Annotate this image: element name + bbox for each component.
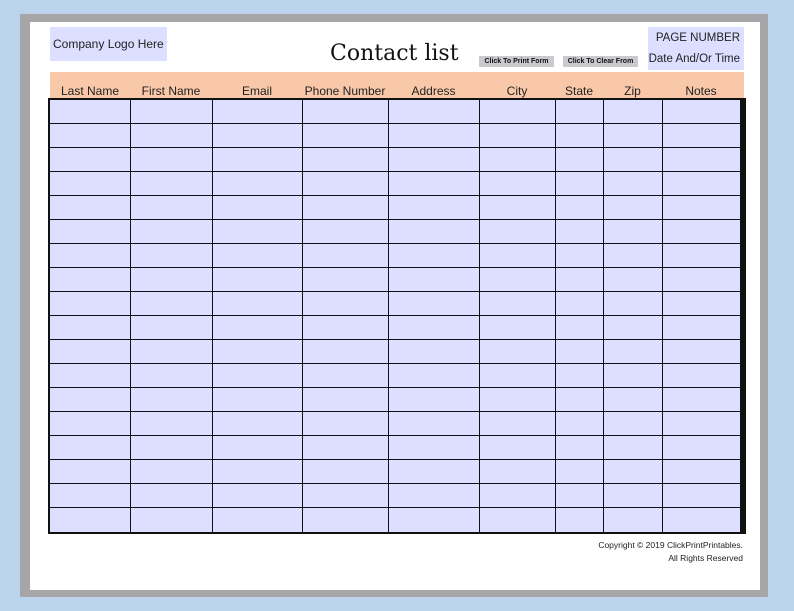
cell-zip[interactable] <box>604 268 662 291</box>
cell-address[interactable] <box>389 148 479 171</box>
cell-state[interactable] <box>556 484 603 507</box>
cell-phone-number[interactable] <box>303 508 388 532</box>
page-number-field[interactable]: PAGE NUMBER <box>655 32 740 44</box>
cell-state[interactable] <box>556 196 603 219</box>
cell-email[interactable] <box>213 292 302 315</box>
column-header-state: State <box>564 84 594 98</box>
cell-city[interactable] <box>480 172 555 195</box>
cell-notes[interactable] <box>663 484 740 507</box>
cell-state[interactable] <box>556 412 603 435</box>
cell-zip[interactable] <box>604 436 662 459</box>
cell-first-name[interactable] <box>131 148 212 171</box>
cell-city[interactable] <box>480 484 555 507</box>
rights-text: All Rights Reserved <box>668 553 743 563</box>
cell-zip[interactable] <box>604 508 662 532</box>
cell-email[interactable] <box>213 124 302 147</box>
date-time-field[interactable]: Date And/Or Time <box>648 53 740 65</box>
table-row <box>50 196 740 220</box>
cell-phone-number[interactable] <box>303 388 388 411</box>
cell-notes[interactable] <box>663 364 740 387</box>
cell-last-name[interactable] <box>50 292 130 315</box>
cell-email[interactable] <box>213 412 302 435</box>
cell-email[interactable] <box>213 148 302 171</box>
cell-email[interactable] <box>213 364 302 387</box>
cell-last-name[interactable] <box>50 196 130 219</box>
cell-notes[interactable] <box>663 244 740 267</box>
cell-first-name[interactable] <box>131 436 212 459</box>
cell-zip[interactable] <box>604 244 662 267</box>
cell-last-name[interactable] <box>50 172 130 195</box>
cell-zip[interactable] <box>604 100 662 123</box>
table-header <box>50 72 744 99</box>
table-row <box>50 124 740 148</box>
cell-first-name[interactable] <box>131 340 212 363</box>
cell-notes[interactable] <box>663 124 740 147</box>
cell-first-name[interactable] <box>131 220 212 243</box>
cell-last-name[interactable] <box>50 340 130 363</box>
cell-phone-number[interactable] <box>303 100 388 123</box>
cell-address[interactable] <box>389 220 479 243</box>
cell-notes[interactable] <box>663 460 740 483</box>
column-header-city: City <box>506 84 528 98</box>
cell-first-name[interactable] <box>131 508 212 532</box>
cell-address[interactable] <box>389 172 479 195</box>
cell-last-name[interactable] <box>50 364 130 387</box>
cell-city[interactable] <box>480 100 555 123</box>
contact-list-sheet <box>30 22 760 590</box>
table-row <box>50 484 740 508</box>
cell-phone-number[interactable] <box>303 292 388 315</box>
cell-first-name[interactable] <box>131 292 212 315</box>
cell-phone-number[interactable] <box>303 316 388 339</box>
cell-last-name[interactable] <box>50 268 130 291</box>
cell-zip[interactable] <box>604 460 662 483</box>
table-row <box>50 364 740 388</box>
cell-zip[interactable] <box>604 340 662 363</box>
company-logo-placeholder <box>50 27 167 61</box>
cell-state[interactable] <box>556 244 603 267</box>
table-row <box>50 508 740 532</box>
column-header-address: Address <box>411 84 456 98</box>
cell-state[interactable] <box>556 388 603 411</box>
cell-address[interactable] <box>389 244 479 267</box>
cell-first-name[interactable] <box>131 388 212 411</box>
cell-address[interactable] <box>389 460 479 483</box>
table-row <box>50 316 740 340</box>
cell-last-name[interactable] <box>50 436 130 459</box>
cell-notes[interactable] <box>663 148 740 171</box>
cell-email[interactable] <box>213 196 302 219</box>
cell-address[interactable] <box>389 364 479 387</box>
cell-city[interactable] <box>480 124 555 147</box>
cell-first-name[interactable] <box>131 484 212 507</box>
cell-last-name[interactable] <box>50 220 130 243</box>
cell-city[interactable] <box>480 292 555 315</box>
copyright-notice <box>598 539 743 565</box>
cell-address[interactable] <box>389 268 479 291</box>
cell-first-name[interactable] <box>131 196 212 219</box>
cell-address[interactable] <box>389 292 479 315</box>
cell-address[interactable] <box>389 436 479 459</box>
cell-notes[interactable] <box>663 196 740 219</box>
cell-phone-number[interactable] <box>303 172 388 195</box>
table-row <box>50 340 740 364</box>
page-info-box <box>648 27 744 70</box>
cell-phone-number[interactable] <box>303 436 388 459</box>
cell-city[interactable] <box>480 316 555 339</box>
cell-notes[interactable] <box>663 316 740 339</box>
cell-state[interactable] <box>556 364 603 387</box>
column-header-last-name: Last Name <box>60 84 120 98</box>
table-row <box>50 388 740 412</box>
cell-state[interactable] <box>556 508 603 532</box>
cell-city[interactable] <box>480 436 555 459</box>
cell-city[interactable] <box>480 220 555 243</box>
cell-notes[interactable] <box>663 340 740 363</box>
cell-last-name[interactable] <box>50 100 130 123</box>
table-row <box>50 412 740 436</box>
cell-email[interactable] <box>213 172 302 195</box>
cell-state[interactable] <box>556 172 603 195</box>
cell-address[interactable] <box>389 100 479 123</box>
cell-city[interactable] <box>480 364 555 387</box>
cell-city[interactable] <box>480 244 555 267</box>
cell-first-name[interactable] <box>131 100 212 123</box>
column-header-email: Email <box>241 84 272 98</box>
cell-state[interactable] <box>556 316 603 339</box>
cell-email[interactable] <box>213 388 302 411</box>
cell-last-name[interactable] <box>50 508 130 532</box>
cell-state[interactable] <box>556 268 603 291</box>
cell-address[interactable] <box>389 316 479 339</box>
cell-phone-number[interactable] <box>303 244 388 267</box>
clear-form-button[interactable]: Click To Clear From <box>563 56 638 67</box>
cell-address[interactable] <box>389 340 479 363</box>
cell-address[interactable] <box>389 484 479 507</box>
cell-email[interactable] <box>213 508 302 532</box>
page-title: Contact list <box>330 41 459 66</box>
company-logo-label: Company Logo Here <box>53 37 164 51</box>
table-row <box>50 148 740 172</box>
cell-phone-number[interactable] <box>303 148 388 171</box>
cell-first-name[interactable] <box>131 172 212 195</box>
cell-city[interactable] <box>480 460 555 483</box>
table-row <box>50 220 740 244</box>
column-header-notes: Notes <box>685 84 717 98</box>
cell-state[interactable] <box>556 220 603 243</box>
cell-email[interactable] <box>213 436 302 459</box>
cell-last-name[interactable] <box>50 388 130 411</box>
cell-zip[interactable] <box>604 196 662 219</box>
cell-city[interactable] <box>480 148 555 171</box>
cell-state[interactable] <box>556 340 603 363</box>
cell-notes[interactable] <box>663 172 740 195</box>
table-row <box>50 436 740 460</box>
cell-notes[interactable] <box>663 508 740 532</box>
cell-notes[interactable] <box>663 388 740 411</box>
cell-state[interactable] <box>556 148 603 171</box>
cell-last-name[interactable] <box>50 244 130 267</box>
cell-last-name[interactable] <box>50 460 130 483</box>
table-row <box>50 292 740 316</box>
cell-phone-number[interactable] <box>303 460 388 483</box>
cell-notes[interactable] <box>663 292 740 315</box>
cell-phone-number[interactable] <box>303 484 388 507</box>
cell-state[interactable] <box>556 292 603 315</box>
cell-address[interactable] <box>389 388 479 411</box>
cell-state[interactable] <box>556 124 603 147</box>
cell-last-name[interactable] <box>50 412 130 435</box>
cell-first-name[interactable] <box>131 412 212 435</box>
cell-first-name[interactable] <box>131 460 212 483</box>
cell-city[interactable] <box>480 388 555 411</box>
cell-notes[interactable] <box>663 412 740 435</box>
cell-notes[interactable] <box>663 436 740 459</box>
cell-zip[interactable] <box>604 220 662 243</box>
cell-first-name[interactable] <box>131 124 212 147</box>
cell-last-name[interactable] <box>50 484 130 507</box>
cell-last-name[interactable] <box>50 124 130 147</box>
cell-zip[interactable] <box>604 148 662 171</box>
cell-zip[interactable] <box>604 124 662 147</box>
cell-city[interactable] <box>480 340 555 363</box>
cell-zip[interactable] <box>604 412 662 435</box>
cell-phone-number[interactable] <box>303 124 388 147</box>
cell-zip[interactable] <box>604 364 662 387</box>
cell-first-name[interactable] <box>131 364 212 387</box>
table-row <box>50 460 740 484</box>
cell-first-name[interactable] <box>131 244 212 267</box>
column-header-zip: Zip <box>624 84 641 98</box>
cell-state[interactable] <box>556 436 603 459</box>
cell-notes[interactable] <box>663 220 740 243</box>
cell-email[interactable] <box>213 244 302 267</box>
cell-email[interactable] <box>213 484 302 507</box>
cell-phone-number[interactable] <box>303 268 388 291</box>
cell-notes[interactable] <box>663 100 740 123</box>
cell-email[interactable] <box>213 100 302 123</box>
column-header-first-name: First Name <box>141 84 201 98</box>
table-row <box>50 172 740 196</box>
cell-phone-number[interactable] <box>303 412 388 435</box>
cell-email[interactable] <box>213 268 302 291</box>
cell-city[interactable] <box>480 508 555 532</box>
cell-phone-number[interactable] <box>303 364 388 387</box>
cell-email[interactable] <box>213 220 302 243</box>
cell-address[interactable] <box>389 124 479 147</box>
table-row <box>50 100 740 124</box>
cell-state[interactable] <box>556 100 603 123</box>
cell-email[interactable] <box>213 340 302 363</box>
cell-address[interactable] <box>389 412 479 435</box>
cell-first-name[interactable] <box>131 316 212 339</box>
cell-phone-number[interactable] <box>303 220 388 243</box>
cell-zip[interactable] <box>604 172 662 195</box>
cell-zip[interactable] <box>604 388 662 411</box>
column-header-phone-number: Phone Number <box>304 84 386 98</box>
cell-address[interactable] <box>389 196 479 219</box>
cell-first-name[interactable] <box>131 268 212 291</box>
cell-zip[interactable] <box>604 484 662 507</box>
cell-address[interactable] <box>389 508 479 532</box>
cell-phone-number[interactable] <box>303 340 388 363</box>
print-form-button[interactable]: Click To Print Form <box>479 56 554 67</box>
cell-state[interactable] <box>556 460 603 483</box>
cell-last-name[interactable] <box>50 316 130 339</box>
cell-zip[interactable] <box>604 316 662 339</box>
cell-notes[interactable] <box>663 268 740 291</box>
cell-city[interactable] <box>480 268 555 291</box>
cell-city[interactable] <box>480 412 555 435</box>
cell-phone-number[interactable] <box>303 196 388 219</box>
cell-last-name[interactable] <box>50 148 130 171</box>
table-row <box>50 244 740 268</box>
table-row <box>50 268 740 292</box>
cell-email[interactable] <box>213 316 302 339</box>
cell-zip[interactable] <box>604 292 662 315</box>
copyright-text: Copyright © 2019 ClickPrintPrintables. <box>598 540 743 550</box>
cell-email[interactable] <box>213 460 302 483</box>
cell-city[interactable] <box>480 196 555 219</box>
contact-table <box>48 98 746 534</box>
